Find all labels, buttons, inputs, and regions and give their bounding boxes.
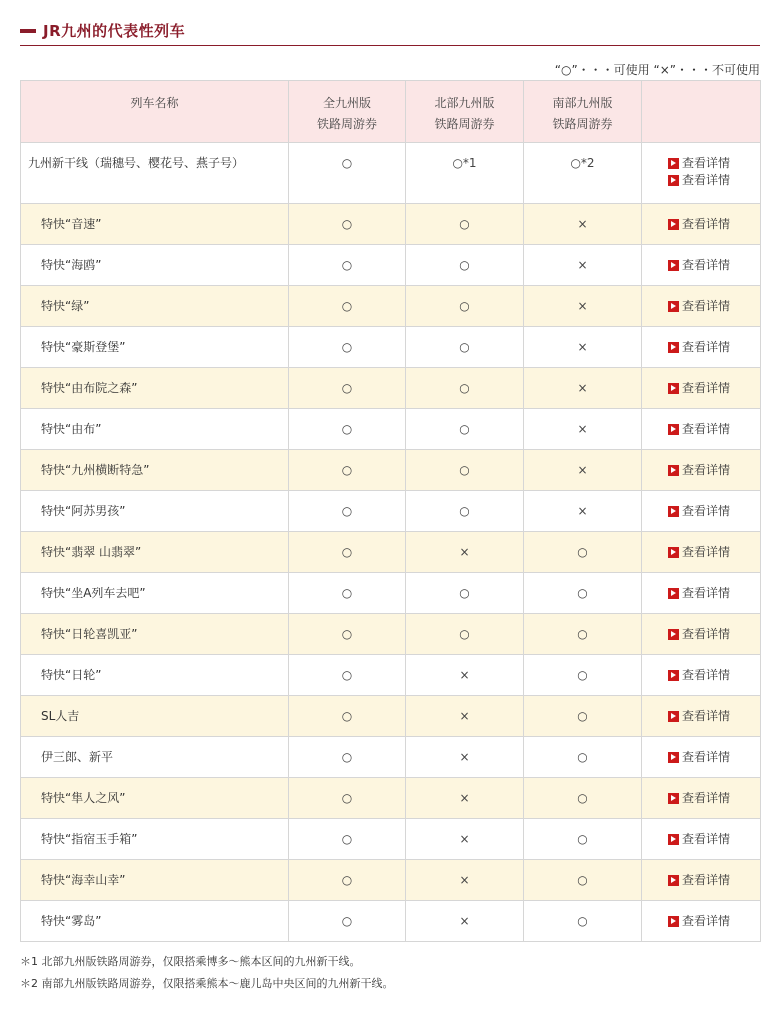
south-kyushu-availability: ○: [524, 573, 642, 614]
table-row: [21, 737, 761, 778]
north-kyushu-availability: ○: [406, 368, 524, 409]
all-kyushu-availability: ○: [289, 368, 406, 409]
arrow-right-icon: [668, 875, 679, 886]
north-kyushu-availability: ×: [406, 819, 524, 860]
view-details-link[interactable]: [668, 155, 760, 172]
north-kyushu-availability: ○: [406, 204, 524, 245]
all-kyushu-availability: ○: [289, 819, 406, 860]
detail-cell: [642, 450, 761, 491]
view-details-label: 查看详情: [682, 668, 731, 682]
view-details-link[interactable]: [668, 831, 760, 848]
train-name-cell: 特快“由布院之森”: [21, 368, 289, 409]
header-train-name: 列车名称: [21, 81, 289, 143]
view-details-link[interactable]: [668, 257, 760, 274]
detail-cell: [642, 368, 761, 409]
north-kyushu-availability: ×: [406, 532, 524, 573]
train-table: [20, 80, 761, 942]
train-name-cell: 特快“指宿玉手箱”: [21, 819, 289, 860]
detail-cell: [642, 143, 761, 204]
all-kyushu-availability: ○: [289, 737, 406, 778]
table-row: [21, 409, 761, 450]
north-kyushu-availability: ○: [406, 450, 524, 491]
view-details-link[interactable]: [668, 172, 760, 189]
north-kyushu-availability: ○: [406, 614, 524, 655]
all-kyushu-availability: ○: [289, 901, 406, 942]
train-name-cell: 特快“由布”: [21, 409, 289, 450]
train-name-cell: 特快“绿”: [21, 286, 289, 327]
north-kyushu-availability: ×: [406, 860, 524, 901]
title-accent-bar: [20, 29, 36, 33]
south-kyushu-availability: ×: [524, 245, 642, 286]
table-row: [21, 491, 761, 532]
detail-cell: [642, 778, 761, 819]
arrow-right-icon: [668, 916, 679, 927]
view-details-label: 查看详情: [682, 299, 731, 313]
all-kyushu-availability: ○: [289, 450, 406, 491]
south-kyushu-availability: ×: [524, 409, 642, 450]
south-kyushu-availability: ○: [524, 778, 642, 819]
arrow-right-icon: [668, 588, 679, 599]
south-kyushu-availability: ×: [524, 450, 642, 491]
train-name-cell: SL人吉: [21, 696, 289, 737]
view-details-label: 查看详情: [682, 381, 731, 395]
south-kyushu-availability: ○: [524, 696, 642, 737]
view-details-label: 查看详情: [682, 873, 731, 887]
view-details-label: 查看详情: [682, 914, 731, 928]
south-kyushu-availability: ○: [524, 532, 642, 573]
detail-cell: [642, 737, 761, 778]
north-kyushu-availability: ×: [406, 655, 524, 696]
arrow-right-icon: [668, 629, 679, 640]
arrow-right-icon: [668, 752, 679, 763]
table-row: [21, 819, 761, 860]
view-details-link[interactable]: [668, 667, 760, 684]
arrow-right-icon: [668, 175, 679, 186]
train-name-cell: 特快“九州横断特急”: [21, 450, 289, 491]
north-kyushu-availability: ○: [406, 491, 524, 532]
arrow-right-icon: [668, 219, 679, 230]
table-row: [21, 286, 761, 327]
north-kyushu-availability: ○: [406, 573, 524, 614]
train-name-cell: 特快“阿苏男孩”: [21, 491, 289, 532]
north-kyushu-availability: ○: [406, 409, 524, 450]
table-row: [21, 327, 761, 368]
view-details-label: 查看详情: [682, 340, 731, 354]
view-details-link[interactable]: [668, 216, 760, 233]
arrow-right-icon: [668, 506, 679, 517]
view-details-link[interactable]: [668, 462, 760, 479]
view-details-label: 查看详情: [682, 832, 731, 846]
detail-cell: [642, 614, 761, 655]
detail-cell: [642, 532, 761, 573]
view-details-label: 查看详情: [682, 791, 731, 805]
south-kyushu-availability: ○: [524, 737, 642, 778]
north-kyushu-availability: ○: [406, 245, 524, 286]
all-kyushu-availability: ○: [289, 573, 406, 614]
all-kyushu-availability: ○: [289, 532, 406, 573]
arrow-right-icon: [668, 301, 679, 312]
all-kyushu-availability: ○: [289, 409, 406, 450]
all-kyushu-availability: ○: [289, 860, 406, 901]
train-name-cell: 特快“日轮喜凯亚”: [21, 614, 289, 655]
view-details-label: 查看详情: [682, 258, 731, 272]
arrow-right-icon: [668, 158, 679, 169]
north-kyushu-availability: ×: [406, 696, 524, 737]
train-name-cell: 特快“音速”: [21, 204, 289, 245]
arrow-right-icon: [668, 260, 679, 271]
availability-legend: “○”・・・可使用 “×”・・・不可使用: [554, 63, 760, 77]
detail-cell: [642, 491, 761, 532]
table-row: [21, 368, 761, 409]
all-kyushu-availability: ○: [289, 143, 406, 204]
arrow-right-icon: [668, 424, 679, 435]
arrow-right-icon: [668, 670, 679, 681]
section-title: JR九州的代表性列车: [43, 22, 186, 40]
table-row: [21, 450, 761, 491]
view-details-link[interactable]: [668, 298, 760, 315]
view-details-label: 查看详情: [682, 463, 731, 477]
arrow-right-icon: [668, 711, 679, 722]
table-row: [21, 778, 761, 819]
view-details-label: 查看详情: [682, 627, 731, 641]
south-kyushu-availability: ×: [524, 286, 642, 327]
train-name-cell: 特快“豪斯登堡”: [21, 327, 289, 368]
south-kyushu-availability: ○: [524, 655, 642, 696]
all-kyushu-availability: ○: [289, 204, 406, 245]
view-details-link[interactable]: [668, 872, 760, 889]
south-kyushu-availability: ×: [524, 204, 642, 245]
table-row: [21, 532, 761, 573]
view-details-link[interactable]: [668, 544, 760, 561]
footnote-2: ＊2 南部九州版铁路周游券，仅限搭乘熊本～鹿儿岛中央区间的九州新干线。: [20, 977, 394, 990]
view-details-link[interactable]: [668, 626, 760, 643]
view-details-link[interactable]: [668, 749, 760, 766]
table-header-row: [21, 81, 761, 143]
all-kyushu-availability: ○: [289, 778, 406, 819]
table-row: [21, 696, 761, 737]
detail-cell: [642, 655, 761, 696]
view-details-label: 查看详情: [682, 173, 731, 187]
detail-cell: [642, 901, 761, 942]
view-details-link[interactable]: [668, 790, 760, 807]
train-name-cell: 九州新干线（瑞穗号、樱花号、燕子号）: [21, 143, 289, 204]
all-kyushu-availability: ○: [289, 245, 406, 286]
south-kyushu-availability: ×: [524, 368, 642, 409]
table-row: [21, 860, 761, 901]
detail-cell: [642, 819, 761, 860]
train-name-cell: 特快“海幸山幸”: [21, 860, 289, 901]
north-kyushu-availability: ○: [406, 286, 524, 327]
south-kyushu-availability: ×: [524, 491, 642, 532]
detail-cell: [642, 245, 761, 286]
detail-cell: [642, 286, 761, 327]
detail-cell: [642, 204, 761, 245]
detail-cell: [642, 327, 761, 368]
train-name-cell: 特快“海鸥”: [21, 245, 289, 286]
train-name-cell: 特快“日轮”: [21, 655, 289, 696]
view-details-link[interactable]: [668, 339, 760, 356]
arrow-right-icon: [668, 465, 679, 476]
table-row: [21, 573, 761, 614]
view-details-link[interactable]: [668, 708, 760, 725]
view-details-link[interactable]: [668, 380, 760, 397]
all-kyushu-availability: ○: [289, 696, 406, 737]
header-north-kyushu-pass: 北部九州版 铁路周游券: [406, 81, 524, 143]
table-row: [21, 655, 761, 696]
south-kyushu-availability: ○: [524, 819, 642, 860]
north-kyushu-availability: ○*1: [406, 143, 524, 204]
train-name-cell: 特快“翡翠 山翡翠”: [21, 532, 289, 573]
table-row: [21, 245, 761, 286]
train-name-cell: 特快“隼人之风”: [21, 778, 289, 819]
view-details-label: 查看详情: [682, 422, 731, 436]
arrow-right-icon: [668, 793, 679, 804]
view-details-link[interactable]: [668, 421, 760, 438]
arrow-right-icon: [668, 342, 679, 353]
detail-cell: [642, 409, 761, 450]
view-details-label: 查看详情: [682, 504, 731, 518]
all-kyushu-availability: ○: [289, 286, 406, 327]
footnotes: [20, 951, 394, 995]
south-kyushu-availability: ○: [524, 860, 642, 901]
train-name-cell: 伊三郎、新平: [21, 737, 289, 778]
view-details-link[interactable]: [668, 585, 760, 602]
view-details-label: 查看详情: [682, 586, 731, 600]
arrow-right-icon: [668, 547, 679, 558]
south-kyushu-availability: ○: [524, 614, 642, 655]
north-kyushu-availability: ×: [406, 901, 524, 942]
header-south-kyushu-pass: 南部九州版 铁路周游券: [524, 81, 642, 143]
all-kyushu-availability: ○: [289, 614, 406, 655]
detail-cell: [642, 860, 761, 901]
north-kyushu-availability: ○: [406, 327, 524, 368]
view-details-label: 查看详情: [682, 217, 731, 231]
all-kyushu-availability: ○: [289, 655, 406, 696]
arrow-right-icon: [668, 383, 679, 394]
train-name-cell: 特快“坐A列车去吧”: [21, 573, 289, 614]
south-kyushu-availability: ○*2: [524, 143, 642, 204]
detail-cell: [642, 573, 761, 614]
view-details-link[interactable]: [668, 503, 760, 520]
view-details-label: 查看详情: [682, 156, 731, 170]
table-row: [21, 614, 761, 655]
train-name-cell: 特快“雾岛”: [21, 901, 289, 942]
section-header: [20, 18, 760, 46]
table-row: [21, 204, 761, 245]
table-row: [21, 143, 761, 204]
south-kyushu-availability: ○: [524, 901, 642, 942]
header-detail: [642, 81, 761, 143]
table-row: [21, 901, 761, 942]
north-kyushu-availability: ×: [406, 737, 524, 778]
footnote-1: ＊1 北部九州版铁路周游券，仅限搭乘博多～熊本区间的九州新干线。: [20, 955, 361, 968]
detail-cell: [642, 696, 761, 737]
view-details-label: 查看详情: [682, 709, 731, 723]
view-details-label: 查看详情: [682, 545, 731, 559]
north-kyushu-availability: ×: [406, 778, 524, 819]
south-kyushu-availability: ×: [524, 327, 642, 368]
header-all-kyushu-pass: 全九州版 铁路周游券: [289, 81, 406, 143]
view-details-link[interactable]: [668, 913, 760, 930]
all-kyushu-availability: ○: [289, 491, 406, 532]
arrow-right-icon: [668, 834, 679, 845]
all-kyushu-availability: ○: [289, 327, 406, 368]
view-details-label: 查看详情: [682, 750, 731, 764]
